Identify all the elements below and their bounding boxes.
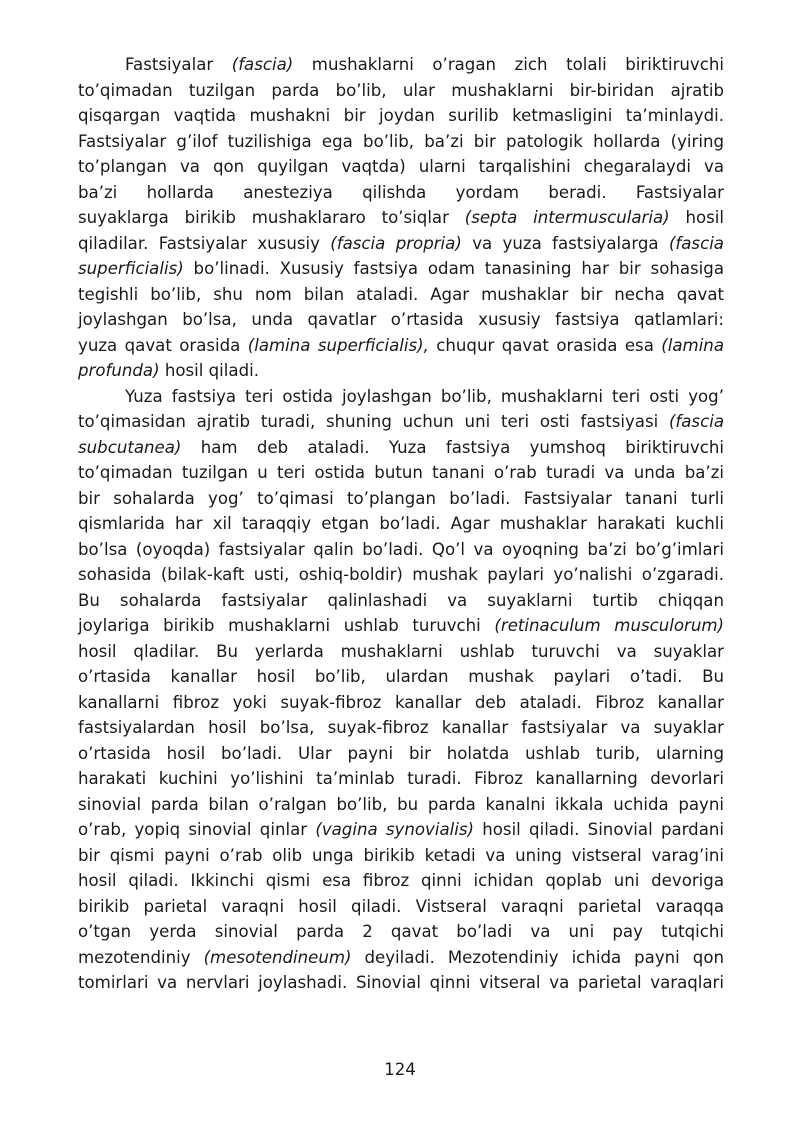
text-line [78,180,724,206]
text-segment: va yuza fastsiyalarga [461,233,669,253]
latin-term: (lamina superficialis), [247,335,429,355]
text-segment: o’rab, yopiq sinovial qinlar [78,820,316,839]
text-line [78,52,724,78]
text-segment: qismlarida har xil taraqqiy etgan bo’ladi. Agar mushaklar harakati kuchli [78,514,724,533]
text-segment: birikib parietal varaqni hosil qiladi. Vistseral varaqni parietal varaqqa [78,896,724,916]
text-line [78,919,724,945]
text-segment: qiladilar. Fastsiyalar xususiy [78,233,331,253]
text-segment: to’plangan va qon quyilgan vaqtda) ularni tarqalishini chegaralaydi va [78,157,724,176]
text-segment: hosil qiladi. [159,361,259,380]
text-segment: ham deb ataladi. Yuza fastsiya yumshoq biriktiruvchi [181,437,724,457]
latin-term: profunda) [78,361,160,380]
text-segment: Fastsiyalar [125,55,232,74]
text-segment: harakati kuchini yo’lishini ta’minlab turadi. Fibroz kanallarning devorlari [78,769,724,788]
text-line [78,78,724,104]
body-text [78,52,724,996]
latin-term: subcutanea) [78,437,182,457]
text-segment: tomirlari va nervlari joylashadi. Sinovial qinni vitseral va parietal varaqlari [78,973,724,992]
text-line [78,894,724,920]
text-line [78,511,724,537]
text-line [78,307,724,333]
text-line [78,690,724,716]
text-segment: ba’zi hollarda anesteziya qilishda yordam beradi. Fastsiyalar [78,182,724,202]
text-line [78,562,724,588]
text-line [78,384,724,410]
text-segment: bo’lsa (oyoqda) fastsiyalar qalin bo’ladi. Qo’l va oyoqning ba’zi bo’g’imlari [78,539,724,559]
text-segment: mezotendiniy [78,947,204,967]
text-line [78,639,724,665]
text-line [78,741,724,767]
text-segment: hosil qiladi. Sinovial pardani [473,820,725,839]
text-segment: hosil [669,208,724,227]
text-line [78,868,724,894]
text-segment: o’rtasida kanallar hosil bo’lib, ulardan mushak paylari o’tadi. Bu [78,667,724,686]
text-line [78,486,724,512]
text-line [78,409,724,435]
text-segment: mushaklarni o’ragan zich tolali biriktiruvchi [293,55,724,74]
latin-term: (retinaculum musculorum) [494,616,724,635]
text-line [78,154,724,180]
text-line [78,435,724,461]
text-segment: to’qimadan tuzilgan u teri ostida butun tanani o’rab turadi va unda ba’zi [78,463,724,482]
text-segment: bo’linadi. Xususiy fastsiya odam tanasining har bir sohasiga [183,259,724,278]
text-line [78,129,724,155]
latin-term: (septa intermuscularia) [464,208,670,227]
text-line [78,282,724,308]
latin-term: (fascia propria) [330,233,462,253]
text-segment: joylashgan bo’lsa, unda qavatlar o’rtasida xususiy fastsiya qatlamlari: [78,310,724,329]
text-line [78,613,724,639]
text-line [78,766,724,792]
text-segment: qisqargan vaqtida mushakni bir joydan surilib ketmasligini ta’minlaydi. [78,106,724,125]
text-segment: tegishli bo’lib, shu nom bilan ataladi. Agar mushaklar bir necha qavat [78,284,724,304]
text-segment: chuqur qavat orasida esa [428,335,662,355]
text-segment: sohasida (bilak-kaft usti, oshiq-boldir) mushak paylari yo’nalishi o’zgaradi. [78,565,724,584]
text-segment: deyiladi. Mezotendiniy ichida payni qon [351,947,724,967]
text-segment: suyaklarga birikib mushaklararo to’siqlar [78,208,465,227]
text-line [78,715,724,741]
latin-term: (fascia [668,233,724,253]
text-line [78,843,724,869]
text-line [78,460,724,486]
latin-term: (mesotendineum) [203,947,352,967]
text-segment: o’tgan yerda sinovial parda 2 qavat bo’ladi va uni pay tutqichi [78,922,724,941]
text-line [78,817,724,843]
text-line [78,231,724,257]
text-segment: Yuza fastsiya teri ostida joylashgan bo’lib, mushaklarni teri osti yog’ [125,386,724,406]
text-segment: sinovial parda bilan o’ralgan bo’lib, bu parda kanalni ikkala uchida payni [78,794,724,814]
text-segment: joylariga birikib mushaklarni ushlab turuvchi [78,616,495,635]
text-segment: kanallarni fibroz yoki suyak-fibroz kanallar deb ataladi. Fibroz kanallar [78,692,724,712]
text-line [78,792,724,818]
text-line [78,664,724,690]
text-line [78,333,724,359]
text-line [78,588,724,614]
text-segment: Bu sohalarda fastsiyalar qalinlashadi va suyaklarni turtib chiqqan [78,590,724,610]
text-segment: o’rtasida hosil bo’ladi. Ular payni bir holatda ushlab turib, ularning [78,743,724,763]
latin-term: (vagina synovialis) [315,820,474,839]
text-segment: yuza qavat orasida [78,335,248,355]
text-segment: Fastsiyalar g’ilof tuzilishiga ega bo’lib, ba’zi bir patologik hollarda (yiring [78,131,724,151]
text-segment: bir qismi payni o’rab olib unga birikib ketadi va uning vistseral varag’ini [78,845,724,865]
text-segment: to’qimasidan ajratib turadi, shuning uchun uni teri osti fastsiyasi [78,412,669,431]
text-segment: fastsiyalardan hosil bo’lsa, suyak-fibroz kanallar fastsiyalar va suyaklar [78,718,724,737]
latin-term: (fascia) [231,55,294,74]
latin-term: (fascia [668,412,724,431]
text-line [78,970,724,996]
latin-term: (lamina [661,335,724,355]
text-line [78,945,724,971]
text-segment: bir sohalarda yog’ to’qimasi to’plangan bo’ladi. Fastsiyalar tanani turli [78,488,724,508]
text-line [78,103,724,129]
text-line [78,537,724,563]
latin-term: superficialis) [78,259,184,278]
page-number: 124 [384,1060,416,1079]
text-line [78,358,724,384]
text-line [78,205,724,231]
text-line [78,256,724,282]
text-segment: to’qimadan tuzilgan parda bo’lib, ular mushaklarni bir-biridan ajratib [78,80,724,100]
text-segment: hosil qiladi. Ikkinchi qismi esa fibroz qinni ichidan qoplab uni devoriga [78,871,724,890]
text-segment: hosil qladilar. Bu yerlarda mushaklarni ushlab turuvchi va suyaklar [78,641,724,661]
